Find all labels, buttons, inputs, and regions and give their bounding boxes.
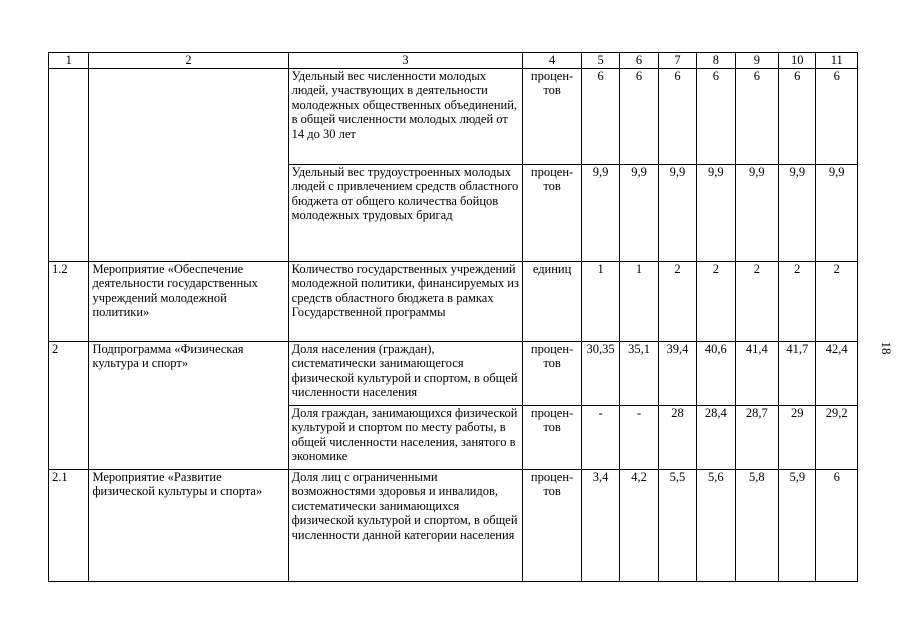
value-cell: 6 — [735, 68, 778, 164]
column-header: 6 — [620, 53, 658, 69]
value-cell: 2 — [658, 261, 696, 341]
column-header: 8 — [697, 53, 735, 69]
indicator-cell: Доля граждан, занимающихся физической культурой и спортом по месту работы, в общей численности населения, занятого в экономике — [288, 405, 523, 469]
row-code-cell — [49, 68, 89, 261]
value-cell: 2 — [816, 261, 858, 341]
value-cell: 2 — [779, 261, 816, 341]
value-cell: 42,4 — [816, 341, 858, 405]
indicator-cell: Удельный вес численности молодых людей, участвующих в деятельности молодежных общественных объединений, в общей численности молодых людей от 14 до 30 лет — [288, 68, 523, 164]
table-row — [49, 68, 858, 164]
value-cell: 3,4 — [581, 469, 619, 581]
value-cell: 2 — [697, 261, 735, 341]
value-cell: 1 — [620, 261, 658, 341]
unit-cell: процен- тов — [523, 164, 582, 261]
unit-cell: процен- тов — [523, 341, 582, 405]
value-cell: 6 — [697, 68, 735, 164]
value-cell: 40,6 — [697, 341, 735, 405]
value-cell: 5,9 — [779, 469, 816, 581]
value-cell: 6 — [779, 68, 816, 164]
value-cell: - — [620, 405, 658, 469]
table-row — [49, 469, 858, 581]
value-cell: 28,4 — [697, 405, 735, 469]
value-cell: 41,7 — [779, 341, 816, 405]
value-cell: 4,2 — [620, 469, 658, 581]
column-header: 11 — [816, 53, 858, 69]
value-cell: 41,4 — [735, 341, 778, 405]
row-name-cell: Мероприятие «Обеспечение деятельности государственных учреждений молодежной политики» — [89, 261, 288, 341]
indicator-cell: Количество государственных учреждений молодежной политики, финансируемых из средств областного бюджета в рамках Государственной программы — [288, 261, 523, 341]
unit-cell: процен- тов — [523, 405, 582, 469]
row-name-cell: Подпрограмма «Физическая культура и спорт» — [89, 341, 288, 469]
page-number: 18 — [879, 341, 894, 355]
value-cell: 9,9 — [697, 164, 735, 261]
value-cell: 28 — [658, 405, 696, 469]
column-header: 9 — [735, 53, 778, 69]
value-cell: - — [581, 405, 619, 469]
value-cell: 6 — [620, 68, 658, 164]
row-code-cell: 1.2 — [49, 261, 89, 341]
value-cell: 9,9 — [620, 164, 658, 261]
row-code-cell: 2 — [49, 341, 89, 469]
value-cell: 9,9 — [735, 164, 778, 261]
value-cell: 39,4 — [658, 341, 696, 405]
indicators-table — [48, 52, 858, 582]
row-name-cell: Мероприятие «Развитие физической культуры и спорта» — [89, 469, 288, 581]
value-cell: 9,9 — [658, 164, 696, 261]
column-header: 7 — [658, 53, 696, 69]
value-cell: 6 — [658, 68, 696, 164]
column-header: 2 — [89, 53, 288, 69]
header-row — [49, 53, 858, 69]
value-cell: 1 — [581, 261, 619, 341]
column-header: 1 — [49, 53, 89, 69]
value-cell: 30,35 — [581, 341, 619, 405]
indicator-cell: Удельный вес трудоустроенных молодых людей с привлечением средств областного бюджета от общего количества бойцов молодежных трудовых бригад — [288, 164, 523, 261]
table-row — [49, 341, 858, 405]
column-header: 3 — [288, 53, 523, 69]
value-cell: 6 — [816, 469, 858, 581]
value-cell: 9,9 — [779, 164, 816, 261]
unit-cell: единиц — [523, 261, 582, 341]
column-header: 5 — [581, 53, 619, 69]
value-cell: 35,1 — [620, 341, 658, 405]
value-cell: 6 — [816, 68, 858, 164]
unit-cell: процен- тов — [523, 68, 582, 164]
indicator-cell: Доля лиц с ограниченными возможностями здоровья и инвалидов, систематически занимающихся физической культурой и спортом, в общей численности данной категории населения — [288, 469, 523, 581]
value-cell: 29,2 — [816, 405, 858, 469]
row-code-cell: 2.1 — [49, 469, 89, 581]
value-cell: 2 — [735, 261, 778, 341]
value-cell: 9,9 — [581, 164, 619, 261]
table-row — [49, 261, 858, 341]
indicator-cell: Доля населения (граждан), систематически занимающегося физической культурой и спортом, в общей численности населения — [288, 341, 523, 405]
value-cell: 5,6 — [697, 469, 735, 581]
row-name-cell — [89, 68, 288, 261]
value-cell: 28,7 — [735, 405, 778, 469]
column-header: 10 — [779, 53, 816, 69]
value-cell: 29 — [779, 405, 816, 469]
unit-cell: процен- тов — [523, 469, 582, 581]
value-cell: 5,8 — [735, 469, 778, 581]
column-header: 4 — [523, 53, 582, 69]
value-cell: 6 — [581, 68, 619, 164]
value-cell: 5,5 — [658, 469, 696, 581]
value-cell: 9,9 — [816, 164, 858, 261]
